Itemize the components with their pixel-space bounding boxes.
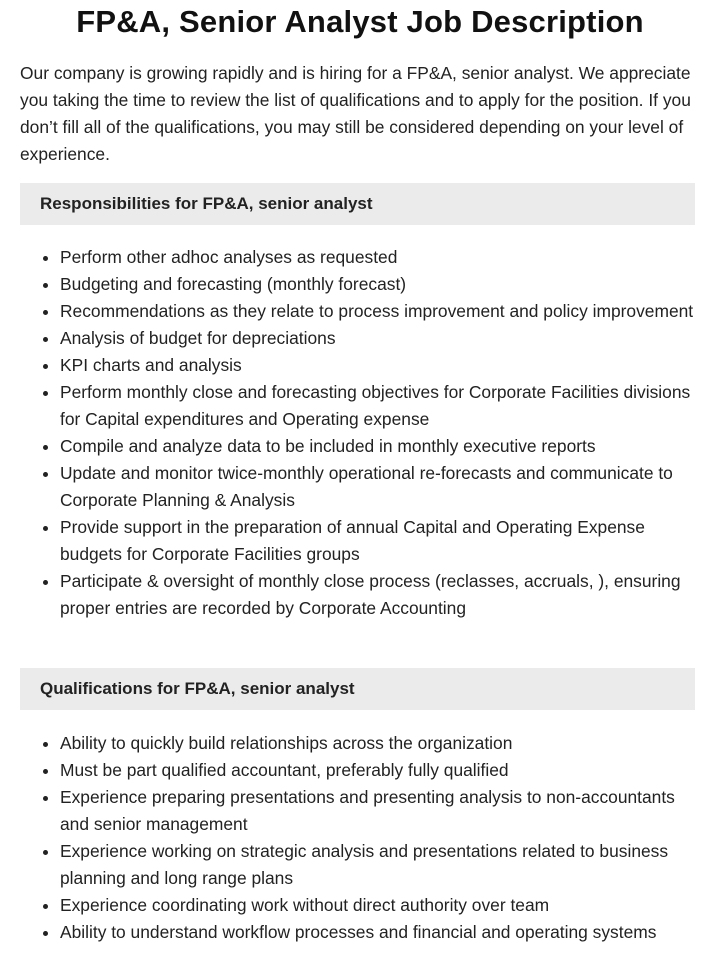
responsibilities-heading: Responsibilities for FP&A, senior analyst <box>20 183 695 225</box>
list-item: • Participate & oversight of monthly close process (reclasses, accruals, ), ensuring proper entries are recorded by Corporate Accounting <box>60 568 700 622</box>
list-item: • KPI charts and analysis <box>60 352 700 379</box>
list-item: • Experience coordinating work without direct authority over team <box>60 892 700 919</box>
list-item: • Experience working on strategic analysis and presentations related to business planning and long range plans <box>60 838 700 892</box>
list-item: • Perform other adhoc analyses as requested <box>60 244 700 271</box>
list-item: • Experience preparing presentations and presenting analysis to non-accountants and senior management <box>60 784 700 838</box>
list-item: • Recommendations as they relate to process improvement and policy improvement <box>60 298 700 325</box>
list-item: • Analysis of budget for depreciations <box>60 325 700 352</box>
qualifications-heading: Qualifications for FP&A, senior analyst <box>20 668 695 710</box>
list-item: • Budgeting and forecasting (monthly forecast) <box>60 271 700 298</box>
qualifications-list <box>20 730 700 946</box>
list-item: • Update and monitor twice-monthly operational re-forecasts and communicate to Corporate Planning & Analysis <box>60 460 700 514</box>
responsibilities-list <box>20 244 700 622</box>
list-item: • Compile and analyze data to be included in monthly executive reports <box>60 433 700 460</box>
intro-paragraph: Our company is growing rapidly and is hiring for a FP&A, senior analyst. We appreciate you taking the time to review the list of qualifications and to apply for the position. If you don’t fill all of the qualifications, you may still be considered depending on your level of experience. <box>20 63 691 164</box>
list-item: • Perform monthly close and forecasting objectives for Corporate Facilities divisions for Capital expenditures and Operating expense <box>60 379 700 433</box>
list-item: • Ability to quickly build relationships across the organization <box>60 730 700 757</box>
list-item: • Provide support in the preparation of annual Capital and Operating Expense budgets for Corporate Facilities groups <box>60 514 700 568</box>
page-title: FP&A, Senior Analyst Job Description <box>76 4 644 39</box>
list-item: • Must be part qualified accountant, preferably fully qualified <box>60 757 700 784</box>
list-item: • Ability to understand workflow processes and financial and operating systems <box>60 919 700 946</box>
